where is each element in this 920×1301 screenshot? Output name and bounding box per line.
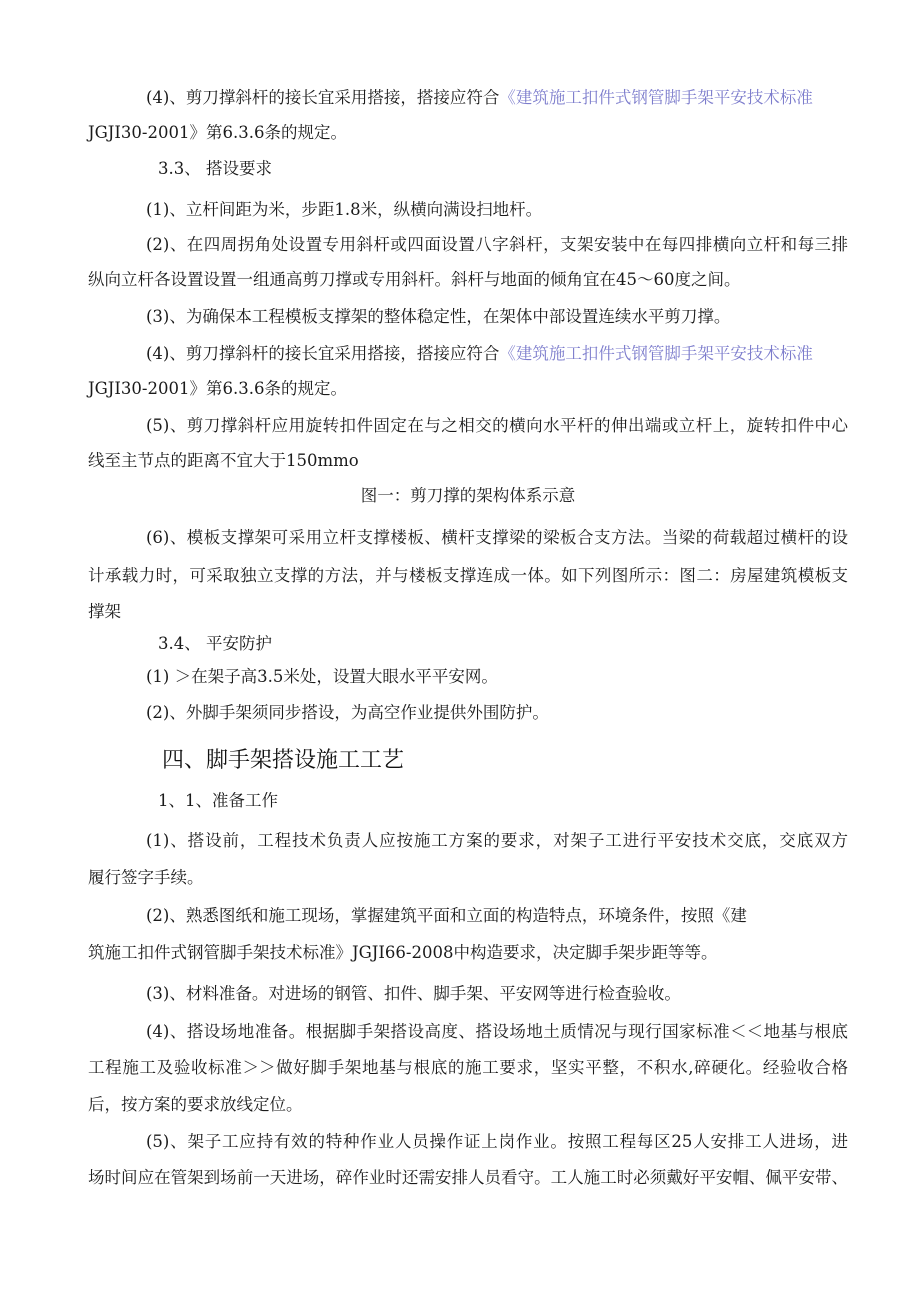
paragraph-line: (5)、剪刀撑斜杆应用旋转扣件固定在与之相交的横向水平杆的伸出端或立杆上，旋转扣件中心 (146, 416, 848, 435)
text-span: (4)、剪刀撑斜杆的接长宜采用搭接，搭接应符合 (146, 88, 500, 107)
paragraph-line: (1)、搭设前，工程技术负责人应按施工方案的要求，对架子工进行平安技术交底，交底双方 (146, 831, 848, 850)
paragraph-line: 工程施工及验收标准＞＞做好脚手架地基与根底的施工要求，坚实平整，不积水,碎硬化。经验收合格 (88, 1058, 848, 1077)
paragraph-line: (6)、模板支撑架可采用立杆支撑楼板、横杆支撑梁的梁板合支方法。当梁的荷载超过横杆的设 (146, 528, 848, 547)
paragraph-line: (2)、在四周拐角处设置专用斜杆或四面设置八字斜杆，支架安装中在每四排横向立杆和每三排 (146, 235, 848, 254)
section-title-1-1: 1、1、准备工作 (158, 791, 278, 810)
paragraph-line: JGJI30-2001》第6.3.6条的规定。 (88, 379, 347, 398)
paragraph-line (146, 343, 813, 365)
paragraph-line: 履行签字手续。 (88, 868, 204, 887)
paragraph-line: (3)、为确保本工程模板支撑架的整体稳定性，在架体中部设置连续水平剪刀撑。 (146, 307, 731, 326)
figure-caption: 图一：剪刀撑的架构体系示意 (360, 486, 576, 505)
paragraph-line: (3)、材料准备。对进场的钢管、扣件、脚手架、平安网等进行检查验收。 (146, 984, 681, 1003)
paragraph-line: (1) ＞在架子高3.5米处，设置大眼水平平安网。 (146, 667, 498, 686)
paragraph-line: (4)、搭设场地准备。根据脚手架搭设高度、搭设场地土质情况与现行国家标准＜＜地基与根底 (146, 1022, 848, 1041)
paragraph-line: 计承载力时，可采取独立支撑的方法，并与楼板支撑连成一体。如下列图所示：图二：房屋建筑模板支 (88, 566, 848, 585)
chapter-heading: 四、脚手架搭设施工工艺 (162, 748, 405, 773)
section-title-3-3: 3.3、 搭设要求 (158, 159, 272, 178)
paragraph-line: 纵向立杆各设置设置一组通高剪刀撑或专用斜杆。斜杆与地面的倾角宜在45～60度之间。 (88, 270, 741, 289)
paragraph-line: (2)、外脚手架须同步搭设，为高空作业提供外围防护。 (146, 703, 549, 722)
standard-link[interactable]: 《建筑施工扣件式钢管脚手架平安技术标准 (499, 344, 813, 363)
paragraph-line: 场时间应在管架到场前一天进场，碎作业时还需安排人员看守。工人施工时必须戴好平安帽、佩平安带、 (88, 1168, 848, 1187)
paragraph-line: 线至主节点的距离不宜大于150mmo (88, 451, 359, 470)
paragraph-line: (5)、架子工应持有效的特种作业人员操作证上岗作业。按照工程每区25人安排工人进场，进 (146, 1132, 848, 1151)
paragraph-line (146, 87, 813, 109)
paragraph-line: 后，按方案的要求放线定位。 (88, 1095, 303, 1114)
paragraph-line: (2)、熟悉图纸和施工现场，掌握建筑平面和立面的构造特点，环境条件，按照《建 (146, 906, 747, 925)
section-title-3-4: 3.4、 平安防护 (158, 634, 272, 653)
text-span: (4)、剪刀撑斜杆的接长宜采用搭接，搭接应符合 (146, 344, 500, 363)
paragraph-line: 筑施工扣件式钢管脚手架技术标准》JGJI66-2008中构造要求，决定脚手架步距等等。 (88, 943, 718, 962)
standard-link[interactable]: 《建筑施工扣件式钢管脚手架平安技术标准 (499, 88, 813, 107)
paragraph-line: 撑架 (88, 602, 121, 621)
paragraph-line: JGJI30-2001》第6.3.6条的规定。 (88, 123, 347, 142)
paragraph-line: (1)、立杆间距为米，步距1.8米，纵横向满设扫地杆。 (146, 200, 543, 219)
